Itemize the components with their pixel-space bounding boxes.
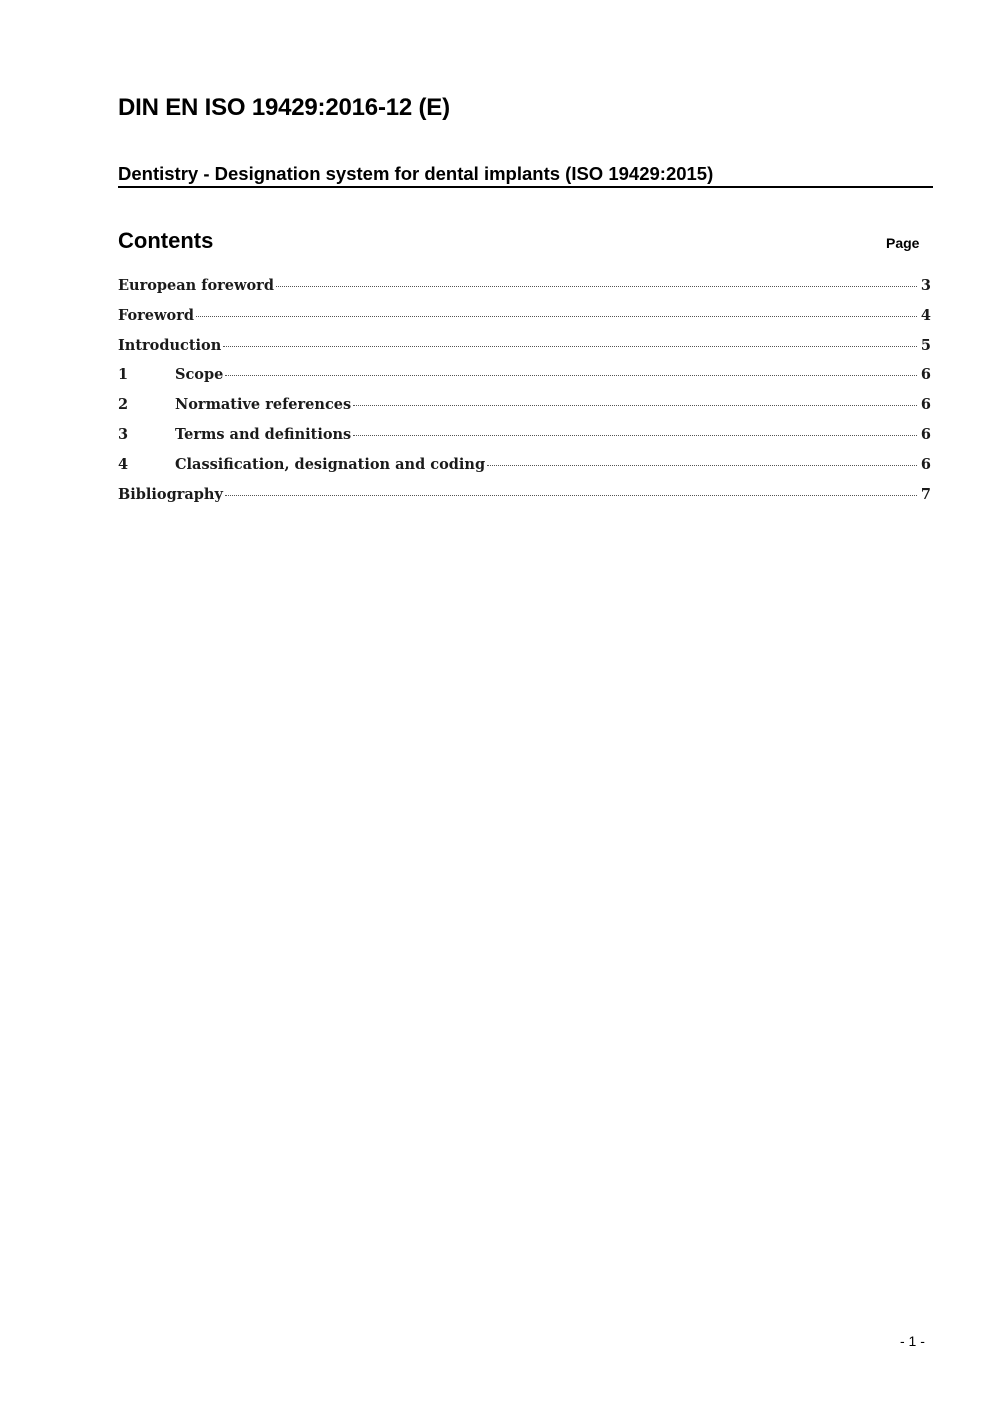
- toc-entry-number: 1: [118, 366, 129, 384]
- toc-entry-european-foreword[interactable]: [118, 277, 931, 307]
- dot-leader: [223, 346, 917, 347]
- toc-entry-page: 6: [920, 366, 931, 384]
- dot-leader: [196, 316, 917, 317]
- toc-entry-number: 3: [118, 425, 129, 443]
- document-title: DIN EN ISO 19429:2016-12 (E): [118, 94, 450, 121]
- toc-entry-foreword[interactable]: [118, 307, 931, 337]
- dot-leader: [353, 405, 917, 406]
- page-column-label: Page: [886, 235, 920, 251]
- toc-entry-introduction[interactable]: [118, 337, 931, 367]
- toc-entry-terms-and-definitions[interactable]: [118, 426, 931, 456]
- dot-leader: [225, 495, 917, 496]
- toc-entry-page: 7: [920, 485, 931, 503]
- toc-entry-label: European foreword: [118, 277, 274, 294]
- toc-entry-label: Terms and definitions: [175, 425, 352, 443]
- toc-entry-classification[interactable]: [118, 456, 931, 486]
- toc-entry-label: Normative references: [175, 396, 352, 414]
- dot-leader: [276, 286, 917, 287]
- toc-entry-bibliography[interactable]: [118, 486, 931, 516]
- toc-entry-page: 3: [920, 277, 931, 294]
- dot-leader: [487, 465, 917, 466]
- toc-entry-page: 6: [920, 396, 931, 414]
- toc-entry-label: Bibliography: [118, 485, 223, 503]
- toc-entry-label: Classification, designation and coding: [175, 455, 486, 473]
- toc-entry-number: 2: [118, 396, 129, 414]
- toc-entry-label: Foreword: [118, 306, 194, 324]
- table-of-contents: [118, 277, 931, 515]
- toc-entry-page: 5: [920, 336, 931, 354]
- toc-entry-normative-references[interactable]: [118, 396, 931, 426]
- dot-leader: [353, 435, 917, 436]
- toc-entry-label: Scope: [175, 366, 224, 384]
- page-number: - 1 -: [900, 1333, 925, 1349]
- dot-leader: [225, 375, 917, 376]
- toc-entry-page: 6: [920, 455, 931, 473]
- toc-entry-scope[interactable]: [118, 366, 931, 396]
- contents-heading: Contents: [118, 228, 214, 253]
- toc-entry-page: 6: [920, 425, 931, 443]
- toc-entry-number: 4: [118, 455, 129, 473]
- toc-entry-page: 4: [920, 306, 931, 324]
- document-subtitle: Dentistry - Designation system for dental implants (ISO 19429:2015): [118, 163, 933, 188]
- toc-entry-label: Introduction: [118, 336, 222, 354]
